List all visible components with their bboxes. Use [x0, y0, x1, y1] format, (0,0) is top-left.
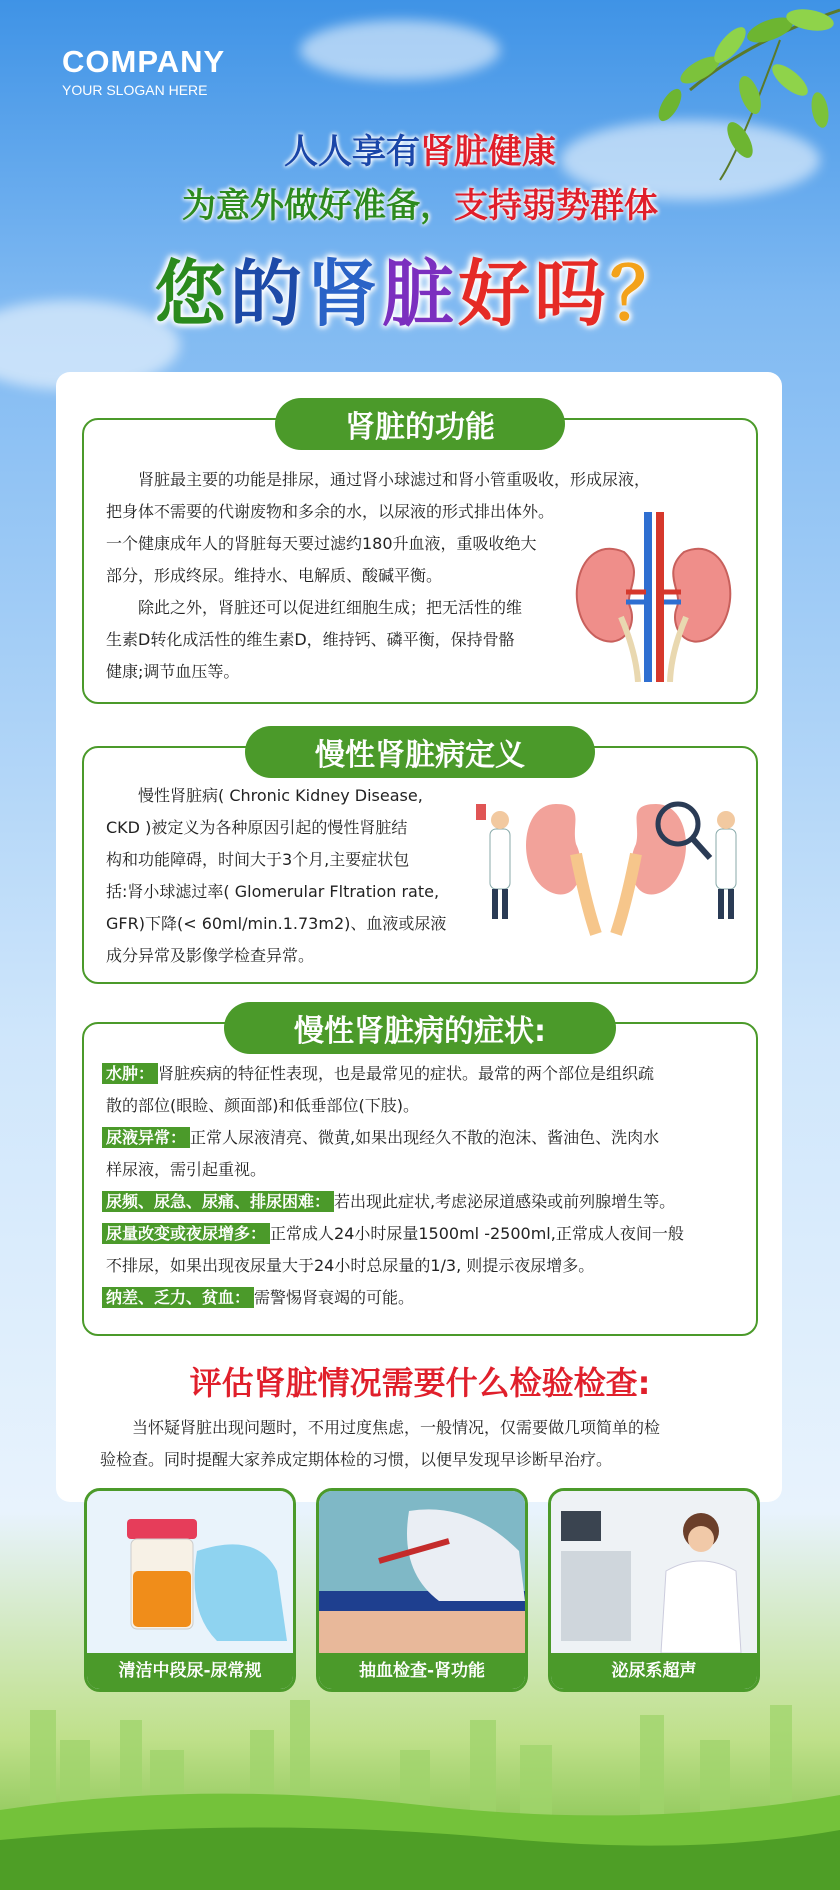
ultrasound-image — [551, 1491, 757, 1653]
section-ckd-definition — [82, 738, 758, 984]
main-title-char: 好 — [458, 252, 535, 336]
symptom-label: 尿频、尿急、尿痛、排尿困难： — [102, 1191, 334, 1212]
section-title: 慢性肾脏病定义 — [245, 726, 595, 778]
company-name: COMPANY — [62, 44, 226, 79]
main-title — [0, 236, 840, 340]
text-line: 成分异常及影像学检查异常。 — [106, 946, 315, 965]
symptom-list — [102, 1058, 742, 1314]
company-slogan: YOUR SLOGAN HERE — [62, 82, 208, 98]
symptom-item — [102, 1218, 742, 1250]
exam-description — [100, 1412, 760, 1476]
symptom-text-cont: 不排尿，如果出现夜尿量大于24小时总尿量的1/3, 则提示夜尿增多。 — [106, 1256, 595, 1275]
main-title-char: 吗 — [534, 252, 611, 336]
kidney-illustration — [566, 512, 741, 682]
section-body — [106, 780, 466, 972]
symptom-item — [102, 1122, 742, 1154]
headline-1-part-b: 肾脏健康 — [420, 132, 556, 172]
text-line: 构和功能障碍，时间大于3个月,主要症状包 — [106, 850, 410, 869]
text-line: GFR)下降(< 60ml/min.1.73m2)、血液或尿液 — [106, 914, 447, 933]
text-line: 肾脏最主要的功能是排尿，通过肾小球滤过和肾小管重吸收，形成尿液， — [106, 470, 651, 489]
exam-card-ultrasound — [548, 1488, 760, 1692]
urine-cup-image — [87, 1491, 293, 1653]
main-title-char: 肾 — [305, 252, 382, 336]
text-line: 当怀疑肾脏出现问题时，不用过度焦虑，一般情况，仅需要做几项简单的检 — [100, 1418, 661, 1437]
headline-1 — [0, 124, 840, 173]
symptom-item — [102, 1186, 742, 1218]
text-line: 生素D转化成活性的维生素D，维持钙、磷平衡，保持骨骼 — [106, 630, 515, 649]
exam-card-caption: 清洁中段尿-尿常规 — [87, 1653, 293, 1689]
exam-card-blood — [316, 1488, 528, 1692]
section-title: 肾脏的功能 — [275, 398, 565, 450]
symptom-text-cont: 样尿液，需引起重视。 — [106, 1160, 267, 1179]
company-logo — [62, 44, 225, 98]
text-line: 健康;调节血压等。 — [106, 662, 240, 681]
symptom-label: 水肿： — [102, 1063, 158, 1084]
symptom-text: 若出现此症状,考虑泌尿道感染或前列腺增生等。 — [334, 1192, 676, 1211]
exam-card-urine — [84, 1488, 296, 1692]
headline-1-part-a: 人人享有 — [284, 132, 420, 172]
text-line: 慢性肾脏病( Chronic Kidney Disease, — [106, 786, 423, 805]
exam-card-caption: 泌尿系超声 — [551, 1653, 757, 1689]
headline-2 — [0, 178, 840, 227]
headline-2-part-b: 支持弱势群体 — [454, 186, 658, 226]
text-line: 括:肾小球滤过率( Glomerular Fltration rate, — [106, 882, 440, 901]
section-ckd-symptoms — [82, 1014, 758, 1336]
city-grass-decoration — [0, 1690, 840, 1890]
text-line: 一个健康成年人的肾脏每天要过滤约180升血液，重吸收绝大 — [106, 534, 537, 553]
symptom-text: 肾脏疾病的特征性表现，也是最常见的症状。最常的两个部位是组织疏 — [158, 1064, 655, 1083]
exam-title: 评估肾脏情况需要什么检验检查: — [189, 1364, 651, 1402]
symptom-text: 需警惕肾衰竭的可能。 — [254, 1288, 415, 1307]
symptom-text: 正常人尿液清亮、微黄,如果出现经久不散的泡沫、酱油色、洗肉水 — [190, 1128, 660, 1147]
symptom-item — [102, 1282, 742, 1314]
text-line: 除此之外，肾脏还可以促进红细胞生成；把无活性的维 — [106, 598, 523, 617]
symptom-text: 正常成人24小时尿量1500ml -2500ml,正常成人夜间一般 — [270, 1224, 684, 1243]
symptom-text-cont: 散的部位(眼睑、颜面部)和低垂部位(下肢)。 — [106, 1096, 419, 1115]
main-title-char: 您 — [153, 252, 230, 336]
symptom-item — [102, 1058, 742, 1090]
main-title-char: 脏 — [381, 252, 458, 336]
main-title-char: ？ — [610, 252, 687, 336]
section-title: 慢性肾脏病的症状: — [224, 1002, 616, 1054]
cloud — [300, 20, 500, 80]
headline-2-part-a: 为意外做好准备， — [182, 186, 454, 226]
exam-card-caption: 抽血检查-肾功能 — [319, 1653, 525, 1689]
doctors-kidney-illustration — [476, 784, 748, 944]
text-line: 验检查。同时提醒大家养成定期体检的习惯，以便早发现早诊断早治疗。 — [100, 1450, 613, 1469]
section-kidney-function — [82, 410, 758, 704]
blood-draw-image — [319, 1491, 525, 1653]
symptom-label: 纳差、乏力、贫血： — [102, 1287, 254, 1308]
text-line: 把身体不需要的代谢废物和多余的水，以尿液的形式排出体外。 — [106, 502, 555, 521]
main-title-char: 的 — [229, 252, 306, 336]
text-line: CKD )被定义为各种原因引起的慢性肾脏结 — [106, 818, 408, 837]
text-line: 部分，形成终尿。维持水、电解质、酸碱平衡。 — [106, 566, 443, 585]
symptom-label: 尿液异常： — [102, 1127, 190, 1148]
symptom-label: 尿量改变或夜尿增多： — [102, 1223, 270, 1244]
